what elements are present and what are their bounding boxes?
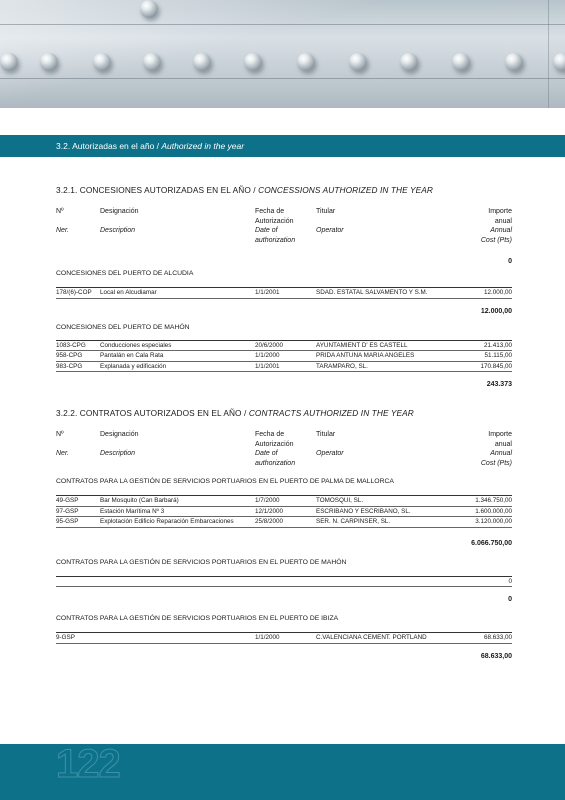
cell-num: 97-GSP	[56, 507, 79, 515]
cell-date: 20/6/2000	[255, 341, 284, 349]
group-total: 0	[508, 258, 512, 265]
header-date-2: Autorización	[255, 440, 294, 448]
page-number: 122	[56, 744, 120, 786]
panel-seam	[0, 78, 565, 79]
cell-titular: TOMOSQUI, SL.	[316, 497, 364, 504]
divider	[56, 371, 512, 372]
table-header	[56, 207, 512, 245]
rivet-icon	[297, 53, 315, 71]
cell-designation: Pantalán en Cala Rata	[100, 352, 164, 359]
section-title-es: 3.2.2. CONTRATOS AUTORIZADOS EN EL AÑO /	[56, 408, 249, 418]
cell-amount: 0	[508, 577, 512, 585]
cell-num: 983-CPG	[56, 362, 83, 370]
header-date: Fecha de	[255, 208, 285, 215]
table-row	[56, 633, 512, 643]
section-title-contracts	[56, 408, 512, 418]
cell-date: 1/1/2000	[255, 634, 280, 641]
cell-num: 958-CPG	[56, 352, 83, 359]
cell-designation: Estación Marítima Nº 3	[100, 507, 165, 515]
header-amount-en: Annual	[490, 227, 512, 234]
rivet-icon	[349, 53, 367, 71]
rivet-icon	[93, 53, 111, 71]
divider	[56, 586, 512, 587]
group-total: 12.000,00	[480, 307, 512, 315]
group-title: CONTRATOS PARA LA GESTIÓN DE SERVICIOS PORTUARIOS EN EL PUERTO DE IBIZA	[56, 615, 339, 622]
header-date-en-2: authorization	[255, 236, 296, 244]
section-title-es: 3.2.1. CONCESIONES AUTORIZADAS EN EL AÑO /	[56, 185, 259, 195]
group-total: 0	[508, 596, 512, 603]
cell-designation: Explanada y edificación	[100, 362, 167, 370]
cell-amount: 51.115,00	[484, 352, 512, 359]
table-row	[56, 577, 512, 587]
group-total: 68.633,00	[480, 652, 512, 660]
header-titular: Titular	[316, 208, 336, 215]
rivet-icon	[244, 53, 262, 71]
rivet-icon	[0, 53, 18, 71]
table-row	[56, 341, 512, 351]
section-title-en: CONTRACTS AUTHORIZED IN THE YEAR	[248, 408, 414, 418]
cell-num: 49-GSP	[56, 497, 79, 504]
group-total: 6.066.750,00	[471, 539, 512, 547]
rivet-icon	[452, 53, 470, 71]
table-row	[56, 351, 512, 361]
cell-titular: C.VALENCIANA CEMENT. PORTLAND	[316, 634, 427, 641]
cell-designation: Conducciones especiales	[100, 341, 172, 349]
rivet-icon	[400, 53, 418, 71]
divider	[56, 527, 512, 528]
header-amount-en: Annual	[490, 450, 512, 457]
header-amount: Importe	[488, 208, 512, 215]
table-row	[56, 362, 512, 372]
divider	[56, 643, 512, 644]
header-date-en-2: authorization	[255, 459, 296, 467]
group-total: 243.373	[486, 381, 512, 388]
panel-seam	[0, 24, 565, 25]
cell-designation: Explotación Edificio Reparación Embarcaciones	[100, 518, 234, 525]
cell-designation: Local en Alcudiamar	[100, 289, 157, 296]
header-amount-en-2: Cost (Pts)	[480, 459, 512, 467]
header-num: Nº	[56, 208, 64, 215]
cell-date: 1/1/2001	[255, 362, 280, 370]
cell-num: 178/(6)-COP	[56, 289, 92, 296]
cell-amount: 21.413,00	[483, 341, 512, 349]
header-num-en: Ner.	[56, 227, 69, 234]
table-row	[56, 288, 512, 298]
header-amount-2: anual	[494, 217, 512, 225]
section-title-en: CONCESSIONS AUTHORIZED IN THE YEAR	[258, 185, 434, 195]
section-title-concessions	[56, 185, 512, 195]
document-content	[56, 157, 512, 660]
header-description-en: Description	[100, 227, 136, 234]
header-designation: Designación	[100, 208, 139, 215]
cell-amount: 3.120.000,00	[475, 518, 512, 525]
cell-date: 25/8/2000	[255, 518, 284, 525]
header-date-2: Autorización	[255, 217, 294, 225]
cell-titular: TARAMPARO, SL.	[316, 362, 368, 370]
section-band-title-en: Authorized in the year	[161, 141, 245, 151]
cell-date: 1/1/2000	[255, 352, 280, 359]
table-header	[56, 430, 512, 468]
cell-titular: AYUNTAMIENT D' ES CASTELL	[316, 341, 408, 349]
rivet-icon	[40, 53, 58, 71]
section-band	[0, 135, 565, 157]
header-num-en: Ner.	[56, 450, 69, 457]
cell-titular: SER. N. CARPINSER, SL.	[316, 518, 391, 525]
cell-titular: SDAD. ESTATAL SALVAMENTO Y S.M.	[316, 289, 428, 296]
table-row	[56, 517, 512, 527]
group-title: CONTRATOS PARA LA GESTIÓN DE SERVICIOS PORTUARIOS EN EL PUERTO DE PALMA DE MALLORCA	[56, 478, 394, 485]
cell-amount: 12.000,00	[483, 289, 512, 296]
panel-seam	[548, 0, 549, 108]
cell-titular: ESCRIBANO Y ESCRIBANO, SL.	[316, 507, 411, 515]
rivet-icon	[143, 53, 161, 71]
header-date-en: Date of	[255, 450, 278, 457]
group-title: CONTRATOS PARA LA GESTIÓN DE SERVICIOS PORTUARIOS EN EL PUERTO DE MAHÓN	[56, 558, 347, 566]
cell-date: 1/7/2000	[255, 497, 280, 504]
header-date-en: Date of	[255, 227, 278, 234]
header-designation: Designación	[100, 431, 139, 438]
rivet-icon	[193, 53, 211, 71]
header-amount-en-2: Cost (Pts)	[480, 236, 512, 244]
rivet-icon	[553, 53, 565, 71]
header-num: Nº	[56, 431, 64, 438]
cell-num: 9-GSP	[56, 634, 75, 641]
cell-num: 1083-CPG	[56, 341, 86, 349]
divider	[56, 298, 512, 299]
cell-designation: Bar Mosquito (Can Barbará)	[100, 497, 179, 504]
rivet-icon	[140, 0, 158, 18]
cell-amount: 1.600.000,00	[475, 507, 512, 515]
section-band-title: 3.2. Autorizadas en el año /	[56, 141, 162, 151]
cell-date: 1/1/2001	[255, 289, 280, 296]
header-operator-en: Operator	[316, 450, 344, 457]
header-amount-2: anual	[494, 440, 512, 448]
table-row	[56, 507, 512, 517]
cell-amount: 1.346.750,00	[475, 497, 512, 504]
cell-date: 12/1/2000	[255, 507, 284, 515]
header-operator-en: Operator	[316, 227, 344, 234]
cell-amount: 170.845,00	[480, 362, 512, 370]
table-row	[56, 496, 512, 506]
header-metal-banner	[0, 0, 565, 108]
group-title: CONCESIONES DEL PUERTO DE MAHÓN	[56, 323, 190, 331]
header-description-en: Description	[100, 450, 136, 457]
rivet-icon	[505, 53, 523, 71]
cell-titular: PRIDA ANTUNA MARIA ANGELES	[316, 352, 415, 359]
cell-amount: 68.633,00	[483, 634, 512, 641]
header-date: Fecha de	[255, 431, 285, 438]
header-amount: Importe	[488, 431, 512, 438]
footer-band	[0, 744, 565, 800]
header-titular: Titular	[316, 431, 336, 438]
group-title: CONCESIONES DEL PUERTO DE ALCUDIA	[56, 270, 194, 277]
cell-num: 95-GSP	[56, 518, 79, 525]
